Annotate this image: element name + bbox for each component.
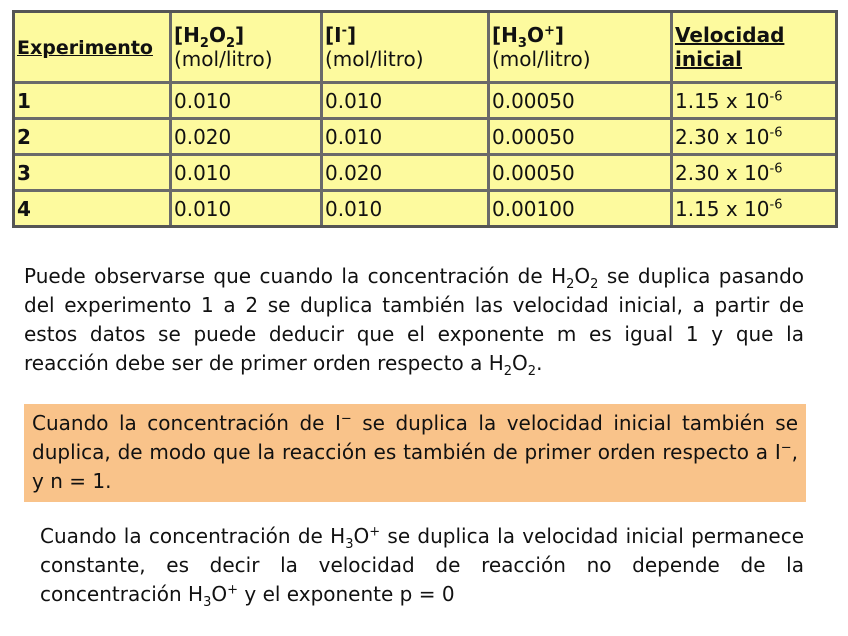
cell-velocidad: 2.30 x $10^{-6}$	[670, 117, 835, 153]
table-row	[15, 117, 835, 153]
cell-h3o: 0.00100	[487, 189, 670, 225]
header-iodide: [I-] (mol/litro)	[320, 13, 487, 81]
cell-iodide: 0.010	[320, 81, 487, 117]
table-row	[15, 189, 835, 225]
cell-velocidad: 1.15 x $10^{-6}$	[670, 81, 835, 117]
header-h3o: $[H_3O^+]$ (mol/litro)	[487, 13, 670, 81]
rate-data-table	[12, 10, 838, 228]
explanation-paragraph-h3o: Cuando la concentración de $H_3O^+$ se duplica la velocidad inicial permanece constante, es decir la velocidad de reacción no depende de la concentración $H_3O^+$ y el exponente p = 0	[40, 524, 804, 610]
highlight-paragraph-iodide: Cuando la concentración de I− se duplica la velocidad inicial también se duplica, de modo que la reacción es también de primer orden respecto a I−, y n = 1.	[24, 404, 806, 502]
header-unit: (mol/litro)	[325, 47, 424, 71]
cell-iodide: 0.020	[320, 153, 487, 189]
cell-velocidad: 1.15 x $10^{-6}$	[670, 189, 835, 225]
cell-exp: 3	[15, 153, 169, 189]
table-row	[15, 81, 835, 117]
table-header-row	[15, 13, 835, 81]
cell-exp: 4	[15, 189, 169, 225]
cell-iodide: 0.010	[320, 117, 487, 153]
cell-h3o: 0.00050	[487, 81, 670, 117]
table-row	[15, 153, 835, 189]
cell-exp: 2	[15, 117, 169, 153]
cell-velocidad: 2.30 x $10^{-6}$	[670, 153, 835, 189]
cell-h2o2: 0.020	[169, 117, 320, 153]
cell-h2o2: 0.010	[169, 153, 320, 189]
cell-h3o: 0.00050	[487, 117, 670, 153]
header-unit: (mol/litro)	[492, 47, 591, 71]
cell-h3o: 0.00050	[487, 153, 670, 189]
header-experimento: Experimento	[17, 36, 153, 59]
cell-iodide: 0.010	[320, 189, 487, 225]
cell-exp: 1	[15, 81, 169, 117]
cell-h2o2: 0.010	[169, 189, 320, 225]
header-unit: (mol/litro)	[174, 47, 273, 71]
header-velocidad: Velocidad inicial	[670, 13, 835, 81]
cell-h2o2: 0.010	[169, 81, 320, 117]
explanation-paragraph-h2o2: Puede observarse que cuando la concentración de $H_2O_2$ se duplica pasando del experimento 1 a 2 se duplica también las velocidad inicial, a partir de estos datos se puede deducir que el exponente m es igual 1 y que la reacción debe ser de primer orden respecto a $H_2O_2$.	[24, 264, 804, 379]
header-h2o2: $[H_2O_2]$ (mol/litro)	[169, 13, 320, 81]
